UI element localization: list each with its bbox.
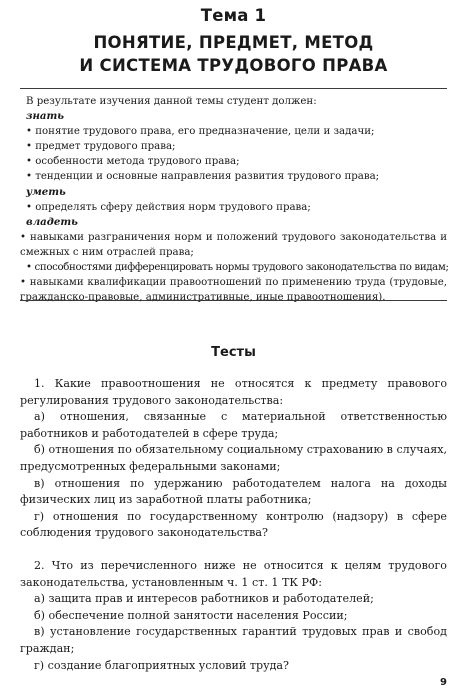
- question-2-option: г) создание благоприятных условий труда?: [34, 658, 289, 672]
- topic-title-line-1: ПОНЯТИЕ, ПРЕДМЕТ, МЕТОД: [93, 33, 374, 52]
- topic-title: [0, 31, 467, 77]
- master-item: • способностями дифференцировать нормы трудового законодательства по видам;: [26, 262, 449, 274]
- master-item: • навыками разграничения норм и положений трудового законодательства и смежных с ним отраслей права;: [20, 231, 447, 258]
- question-2-text: 2. Что из перечисленного ниже не относится к целям трудового законодательства, установленным ч. 1 ст. 1 ТК РФ:: [20, 558, 447, 589]
- question-2-option: б) обеспечение полной занятости населения России;: [34, 608, 348, 622]
- question-1-option: г) отношения по государственному контролю (надзору) в сфере соблюдения трудового законодательства?: [20, 509, 447, 540]
- objectives-bottom-rule: [20, 300, 447, 301]
- master-item: • навыками квалификации правоотношений по применению труда (трудовые, гражданско-правовые, административные, иные правоотношения).: [20, 277, 447, 304]
- question-1-option: а) отношения, связанные с материальной ответственностью работников и работодателей в сфере труда;: [20, 410, 447, 440]
- can-item: • определять сферу действия норм трудового права;: [26, 201, 311, 213]
- question-1-text: 1. Какие правоотношения не относятся к предмету правового регулирования трудового законодательства:: [20, 377, 447, 407]
- topic-title-line-2: И СИСТЕМА ТРУДОВОГО ПРАВА: [79, 56, 388, 75]
- page-number: 9: [440, 677, 447, 688]
- topic-label: Тема 1: [200, 6, 267, 25]
- master-heading: владеть: [26, 215, 78, 228]
- objectives-top-rule: [20, 88, 447, 89]
- question-2-option: а) защита прав и интересов работников и работодателей;: [34, 592, 374, 606]
- know-item: • особенности метода трудового права;: [26, 156, 240, 168]
- question-2-option: в) установление государственных гарантий трудовых прав и свобод граждан;: [20, 625, 447, 655]
- know-heading: знать: [26, 110, 65, 123]
- know-item: • тенденции и основные направления развития трудового права;: [26, 171, 380, 183]
- question-1-option: в) отношения по удержанию работодателем налога на доходы физических лиц из заработной платы работника;: [20, 476, 447, 507]
- know-item: • понятие трудового права, его предназначение, цели и задачи;: [26, 126, 375, 138]
- can-heading: уметь: [26, 185, 66, 198]
- tests-heading: Тесты: [211, 345, 256, 360]
- objectives-intro: В результате изучения данной темы студент должен:: [26, 96, 317, 107]
- test-questions: [20, 376, 447, 674]
- learning-objectives: [20, 94, 449, 305]
- question-1-option: б) отношения по обязательному социальному страхованию в случаях, предусмотренных федеральными законами;: [20, 443, 447, 473]
- question-spacer: [20, 542, 447, 558]
- know-item: • предмет трудового права;: [26, 141, 176, 153]
